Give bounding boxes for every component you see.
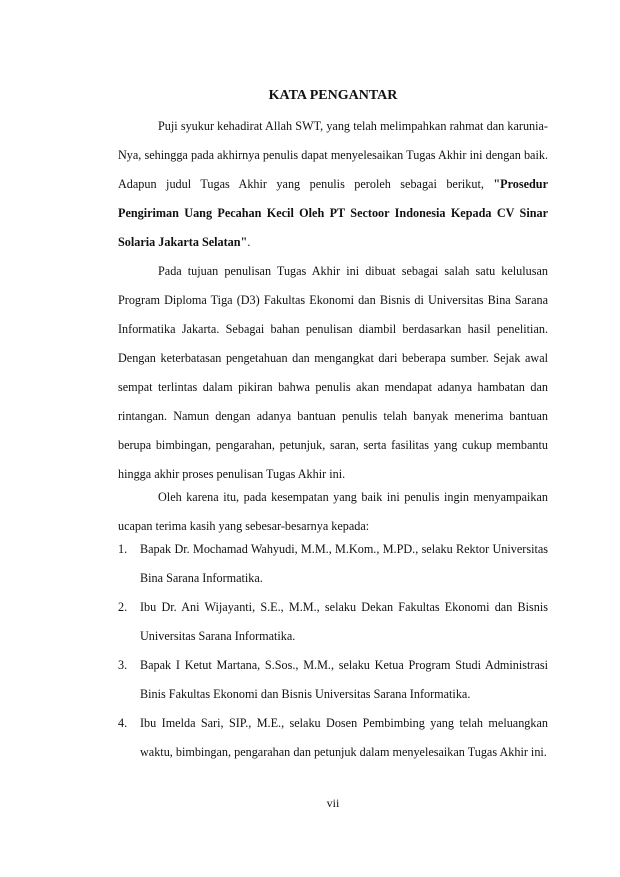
list-item <box>118 535 548 593</box>
list-item-text: Bapak Dr. Mochamad Wahyudi, M.M., M.Kom., M.PD., selaku Rektor Universitas Bina Sarana Informatika. <box>140 542 548 585</box>
list-item-text: Bapak I Ketut Martana, S.Sos., M.M., selaku Ketua Program Studi Administrasi Binis Fakultas Ekonomi dan Bisnis Universitas Sarana Informatika. <box>140 658 548 701</box>
paragraph-thanks-intro: Oleh karena itu, pada kesempatan yang baik ini penulis ingin menyampaikan ucapan terima kasih yang sebesar-besarnya kepada: <box>118 490 548 533</box>
list-item <box>118 651 548 709</box>
list-item-text: Ibu Dr. Ani Wijayanti, S.E., M.M., selaku Dekan Fakultas Ekonomi dan Bisnis Universitas Sarana Informatika. <box>140 600 548 643</box>
list-item <box>118 709 548 767</box>
list-item-number: 4. <box>118 716 128 730</box>
page-number: vii <box>326 796 340 810</box>
thesis-title: "Prosedur Pengiriman Uang Pecahan Kecil Oleh PT Sectoor Indonesia Kepada CV Sinar Solaria Jakarta Selatan" <box>118 177 548 249</box>
paragraph-purpose: Pada tujuan penulisan Tugas Akhir ini dibuat sebagai salah satu kelulusan Program Diploma Tiga (D3) Fakultas Ekonomi dan Bisnis di Universitas Bina Sarana Informatika Jakarta. Sebagai bahan penulisan diambil berdasarkan hasil penelitian. Dengan keterbatasan pengetahuan dan mengangkat dari beberapa sumber. Sejak awal sempat terlintas dalam pikiran bahwa penulis akan mendapat adanya hambatan dan rintangan. Namun dengan adanya bantuan penulis telah banyak menerima bantuan berupa bimbingan, pengarahan, petunjuk, saran, serta fasilitas yang cukup membantu hingga akhir proses penulisan Tugas Akhir ini. <box>118 264 548 481</box>
list-item <box>118 593 548 651</box>
list-item-number: 3. <box>118 658 128 672</box>
list-item-number: 1. <box>118 542 128 556</box>
page-title: KATA PENGANTAR <box>268 88 398 103</box>
paragraph-opening <box>118 112 548 257</box>
list-item-number: 2. <box>118 600 128 614</box>
list-item-text: Ibu Imelda Sari, SIP., M.E., selaku Dosen Pembimbing yang telah meluangkan waktu, bimbingan, pengarahan dan petunjuk dalam menyelesaikan Tugas Akhir ini. <box>140 716 548 759</box>
acknowledgement-list <box>118 535 548 767</box>
document-page <box>118 0 548 877</box>
paragraph-opening-text: Puji syukur kehadirat Allah SWT, yang telah melimpahkan rahmat dan karunia-Nya, sehingga pada akhirnya penulis dapat menyelesaikan Tugas Akhir ini dengan baik. Adapun judul Tugas Akhir yang penulis peroleh sebagai berikut, <box>118 119 548 191</box>
paragraph-opening-end: . <box>247 235 251 249</box>
